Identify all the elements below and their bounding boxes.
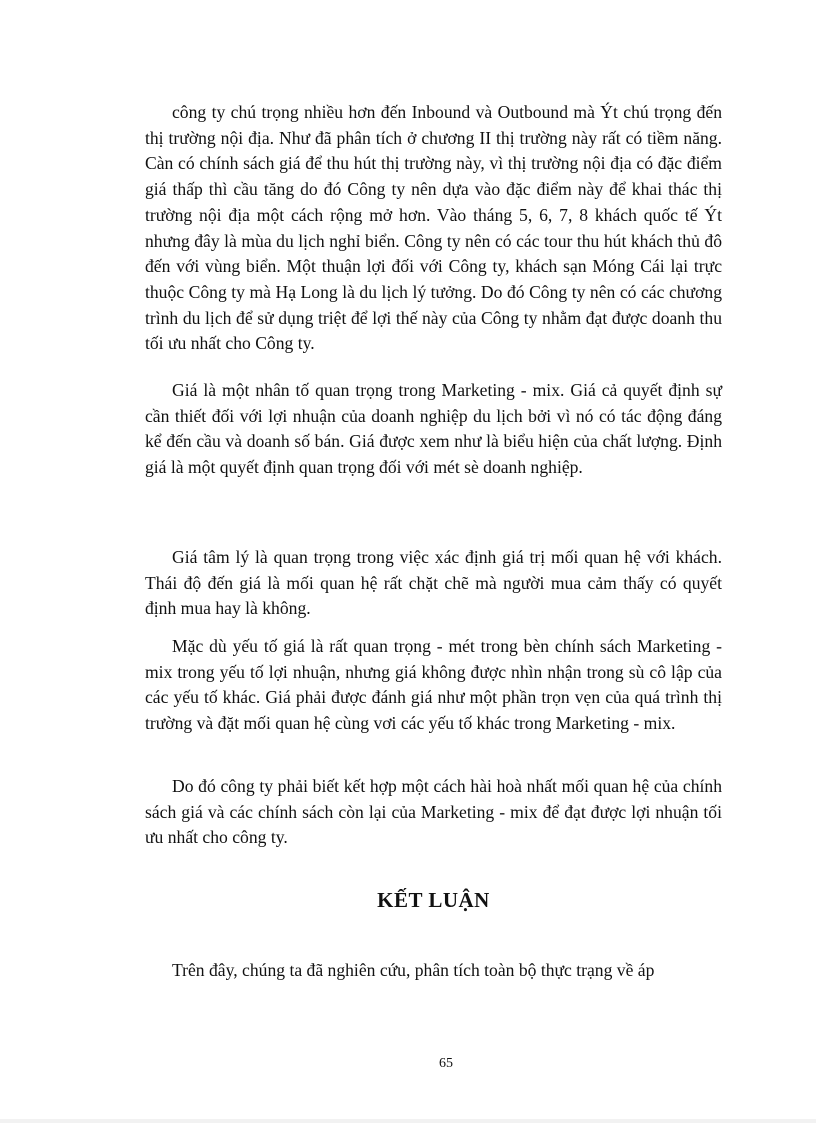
paragraph-price-policy-combination: Do đó công ty phải biết kết hợp một cách hài hoà nhất mối quan hệ của chính sách giá và các chính sách còn lại của Marketing - mix để đạt được lợi nhuận tối ưu nhất cho công ty.	[145, 776, 722, 848]
paragraph-price-importance: Giá là một nhân tố quan trọng trong Marketing - mix. Giá cả quyết định sự cần thiết đối với lợi nhuận của doanh nghiệp du lịch bởi vì nó có tác động đáng kể đến cầu và doanh số bán. Giá được xem như là biểu hiện của chất lượng. Định giá là một quyết định quan trọng đối với mét sè doanh nghiệp.	[145, 380, 722, 478]
paragraph-pricing-domestic-market: công ty chú trọng nhiều hơn đến Inbound và Outbound mà Ýt chú trọng đến thị trường nội địa. Như đã phân tích ở chương II thị trường này rất có tiềm năng. Càn có chính sách giá để thu hút thị trường này, vì thị trường nội địa có đặc điểm giá thấp thì cầu tăng do đó Công ty nên dựa vào đặc điểm này để khai thác thị trường nội địa một cách rộng mở hơn. Vào tháng 5, 6, 7, 8 khách quốc tế Ýt nhưng đây là mùa du lịch nghỉ biển. Công ty nên có các tour thu hút khách thủ đô đến với vùng biển. Một thuận lợi đối với Công ty, khách sạn Móng Cái lại trực thuộc Công ty mà Hạ Long là du lịch lý tưởng. Do đó Công ty nên có các chương trình du lịch để sử dụng triệt để lợi thế này của Công ty nhằm đạt được doanh thu tối ưu nhất cho Công ty.	[145, 102, 722, 354]
conclusion-heading: KẾT LUẬN	[377, 888, 490, 912]
page-bottom-edge	[0, 1119, 816, 1123]
paragraph-psychological-pricing: Giá tâm lý là quan trọng trong việc xác định giá trị mối quan hệ với khách. Thái độ đến giá là mối quan hệ rất chặt chẽ mà người mua cảm thấy có quyết định mua hay là không.	[145, 547, 722, 619]
page-number: 65	[439, 1056, 453, 1071]
conclusion-opening-text: Trên đây, chúng ta đã nghiên cứu, phân tích toàn bộ thực trạng về áp	[172, 960, 655, 980]
paragraph-price-integration: Mặc dù yếu tố giá là rất quan trọng - mét trong bèn chính sách Marketing - mix trong yếu tố lợi nhuận, nhưng giá không được nhìn nhận trong sù cô lập của các yếu tố khác. Giá phải được đánh giá như một phần trọn vẹn của quá trình thị trường và đặt mối quan hệ cùng vơi các yếu tố khác trong Marketing - mix.	[145, 636, 722, 734]
